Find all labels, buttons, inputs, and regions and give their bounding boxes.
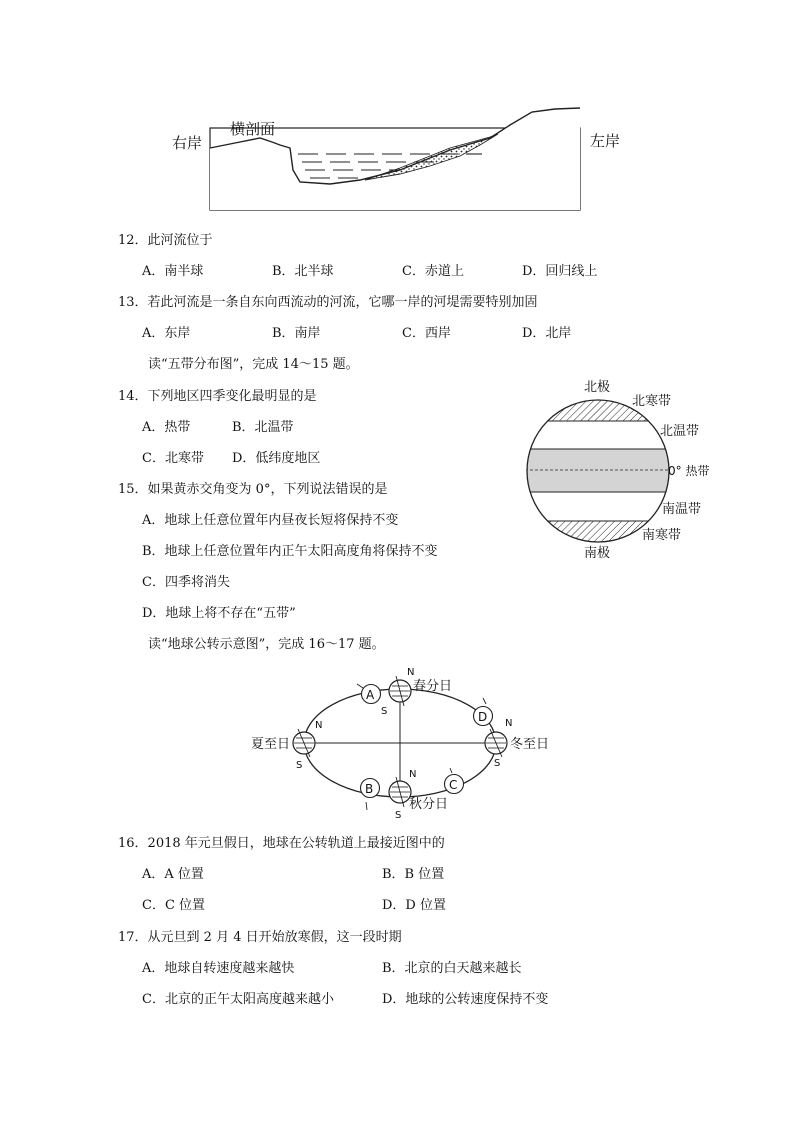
five-zones-svg (520, 375, 725, 565)
summer-s: S (296, 760, 303, 771)
q14-option-b[interactable]: B．北温带 (232, 420, 294, 435)
winter-solstice-label: 冬至日 (510, 737, 550, 752)
q17-option-a[interactable]: A．地球自转速度越来越快 (142, 961, 295, 976)
winter-s: S (494, 758, 501, 769)
cross-section-label: 横剖面 (230, 120, 276, 138)
autumn-s: S (395, 810, 402, 821)
summer-solstice-label: 夏至日 (251, 737, 291, 752)
earth-orbit-figure (245, 662, 555, 824)
q15-option-d[interactable]: D．地球上将不存在“五带” (142, 606, 296, 621)
q15-stem: 15．如果黄赤交角变为 0°，下列说法错误的是 (118, 482, 388, 497)
point-c-label: C (449, 778, 458, 792)
q16-option-a[interactable]: A．A 位置 (142, 867, 204, 882)
q13-option-b[interactable]: B．南岸 (272, 326, 321, 341)
q12-option-d[interactable]: D．回归线上 (522, 264, 598, 279)
point-d (474, 698, 493, 726)
south-temperate-label: 南温带 (662, 502, 702, 517)
q16-stem: 16．2018 年元旦假日，地球在公转轨道上最接近图中的 (118, 836, 445, 851)
q16-option-b[interactable]: B．B 位置 (382, 867, 445, 882)
point-b-label: B (365, 782, 374, 796)
river-section-svg (160, 100, 640, 215)
q16-option-c[interactable]: C．C 位置 (142, 898, 206, 913)
q14-option-a[interactable]: A．热带 (142, 420, 191, 435)
left-bank-label: 左岸 (590, 132, 621, 150)
q17-option-b[interactable]: B．北京的白天越来越长 (382, 961, 522, 976)
winter-n: N (505, 718, 513, 729)
q13-option-d[interactable]: D．北岸 (522, 326, 572, 341)
q14-option-d[interactable]: D．低纬度地区 (232, 451, 321, 466)
earth-autumn (389, 777, 411, 807)
q12-option-c[interactable]: C．赤道上 (402, 264, 464, 279)
tropic-label: 0° 热带 (668, 464, 710, 478)
q15-option-c[interactable]: C．四季将消失 (142, 575, 230, 590)
q12-stem: 12．此河流位于 (118, 233, 213, 248)
south-frigid-label: 南寒带 (642, 528, 682, 543)
autumn-n: N (409, 769, 417, 780)
point-c (445, 768, 464, 794)
intro-14-15: 读“五带分布图”，完成 14～15 题。 (148, 357, 359, 372)
earth-orbit-svg (245, 662, 555, 824)
right-bank-label: 右岸 (172, 134, 203, 152)
q16-option-d[interactable]: D．D 位置 (382, 898, 446, 913)
earth-summer (293, 729, 315, 757)
point-a-label: A (366, 688, 375, 702)
earth-winter (485, 729, 507, 757)
five-zones-figure (520, 375, 725, 565)
spring-n: N (407, 667, 415, 678)
q12-option-a[interactable]: A．南半球 (142, 264, 204, 279)
north-frigid-label: 北寒带 (632, 394, 672, 409)
river-cross-section-figure (160, 100, 640, 215)
q13-option-c[interactable]: C．西岸 (402, 326, 451, 341)
q12-option-b[interactable]: B．北半球 (272, 264, 334, 279)
spring-equinox-label: 春分日 (413, 679, 453, 694)
q17-option-d[interactable]: D．地球的公转速度保持不变 (382, 992, 549, 1007)
q14-stem: 14．下列地区四季变化最明显的是 (118, 389, 317, 404)
q13-option-a[interactable]: A．东岸 (142, 326, 191, 341)
north-pole-label: 北极 (584, 380, 611, 395)
q17-option-c[interactable]: C．北京的正午太阳高度越来越小 (142, 992, 334, 1007)
q13-stem: 13．若此河流是一条自东向西流动的河流，它哪一岸的河堤需要特别加固 (118, 295, 538, 310)
q15-option-a[interactable]: A．地球上任意位置年内昼夜长短将保持不变 (142, 513, 399, 528)
south-pole-label: 南极 (584, 546, 611, 561)
autumn-equinox-label: 秋分日 (409, 797, 449, 812)
summer-n: N (315, 720, 323, 731)
point-b (361, 779, 380, 811)
q15-option-b[interactable]: B．地球上任意位置年内正午太阳高度角将保持不变 (142, 544, 438, 559)
intro-16-17: 读“地球公转示意图”，完成 16～17 题。 (148, 637, 385, 652)
earth-spring (389, 676, 411, 706)
point-d-label: D (478, 710, 488, 724)
q17-stem: 17．从元旦到 2 月 4 日开始放寒假，这一段时期 (118, 930, 402, 945)
spring-s: S (381, 706, 388, 717)
north-temperate-label: 北温带 (660, 424, 700, 439)
q14-option-c[interactable]: C．北寒带 (142, 451, 204, 466)
